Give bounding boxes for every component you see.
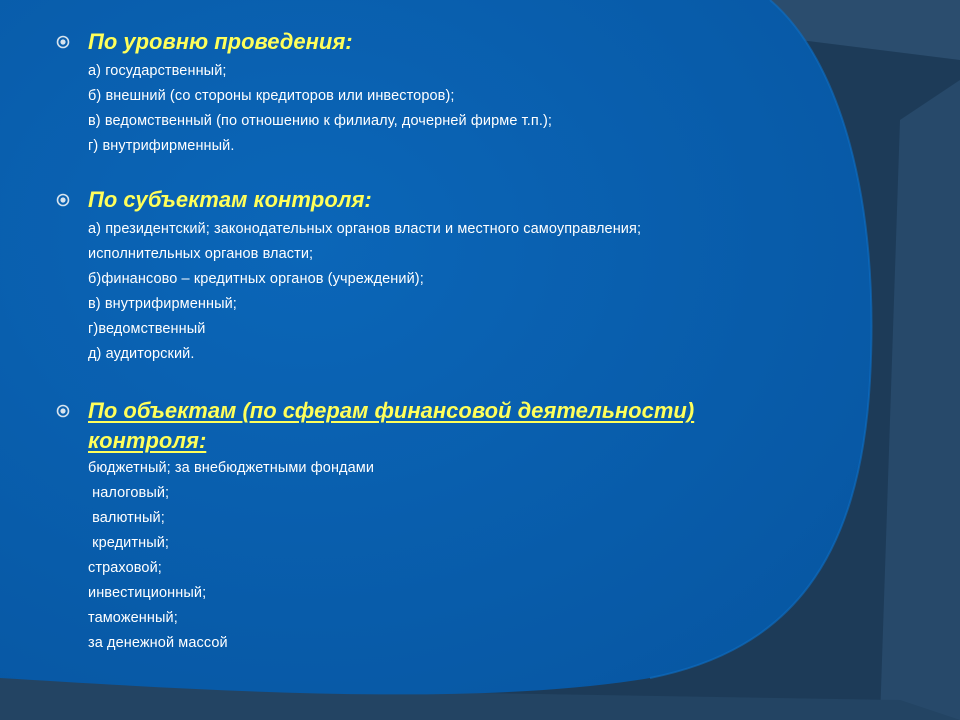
list-item: страховой; [88, 560, 162, 576]
list-item: инвестиционный; [88, 585, 207, 601]
list-item: за денежной массой [88, 635, 228, 651]
section-heading: По объектам (по сферам финансовой деятельности) [88, 398, 695, 423]
section-heading: По уровню проведения: [88, 29, 353, 54]
list-item: г)ведомственный [88, 321, 206, 337]
list-item: а) президентский; законодательных органов власти и местного самоуправления; [88, 221, 642, 237]
section-items [88, 217, 641, 367]
list-item: налоговый; [88, 485, 170, 501]
list-item: г) внутрифирменный. [88, 138, 235, 154]
section-items [88, 59, 552, 159]
list-item: валютный; [88, 510, 165, 526]
list-item: бюджетный; за внебюджетными фондами [88, 460, 375, 476]
list-item: в) ведомственный (по отношению к филиалу, дочерней фирме т.п.); [88, 113, 553, 129]
list-item: а) государственный; [88, 63, 227, 79]
section-items [88, 456, 374, 656]
list-item: б)финансово – кредитных органов (учреждений); [88, 271, 424, 287]
list-item: д) аудиторский. [88, 346, 195, 362]
circle-bullet-icon [56, 193, 70, 207]
list-item: исполнительных органов власти; [88, 246, 314, 262]
section-heading-continuation: контроля: [88, 428, 207, 453]
list-item: в) внутрифирменный; [88, 296, 237, 312]
circle-bullet-icon [56, 35, 70, 49]
circle-bullet-icon [56, 404, 70, 418]
list-item: кредитный; [88, 535, 170, 551]
list-item: б) внешний (со стороны кредиторов или инвесторов); [88, 88, 455, 104]
list-item: таможенный; [88, 610, 178, 626]
section-heading: По субъектам контроля: [88, 187, 372, 212]
